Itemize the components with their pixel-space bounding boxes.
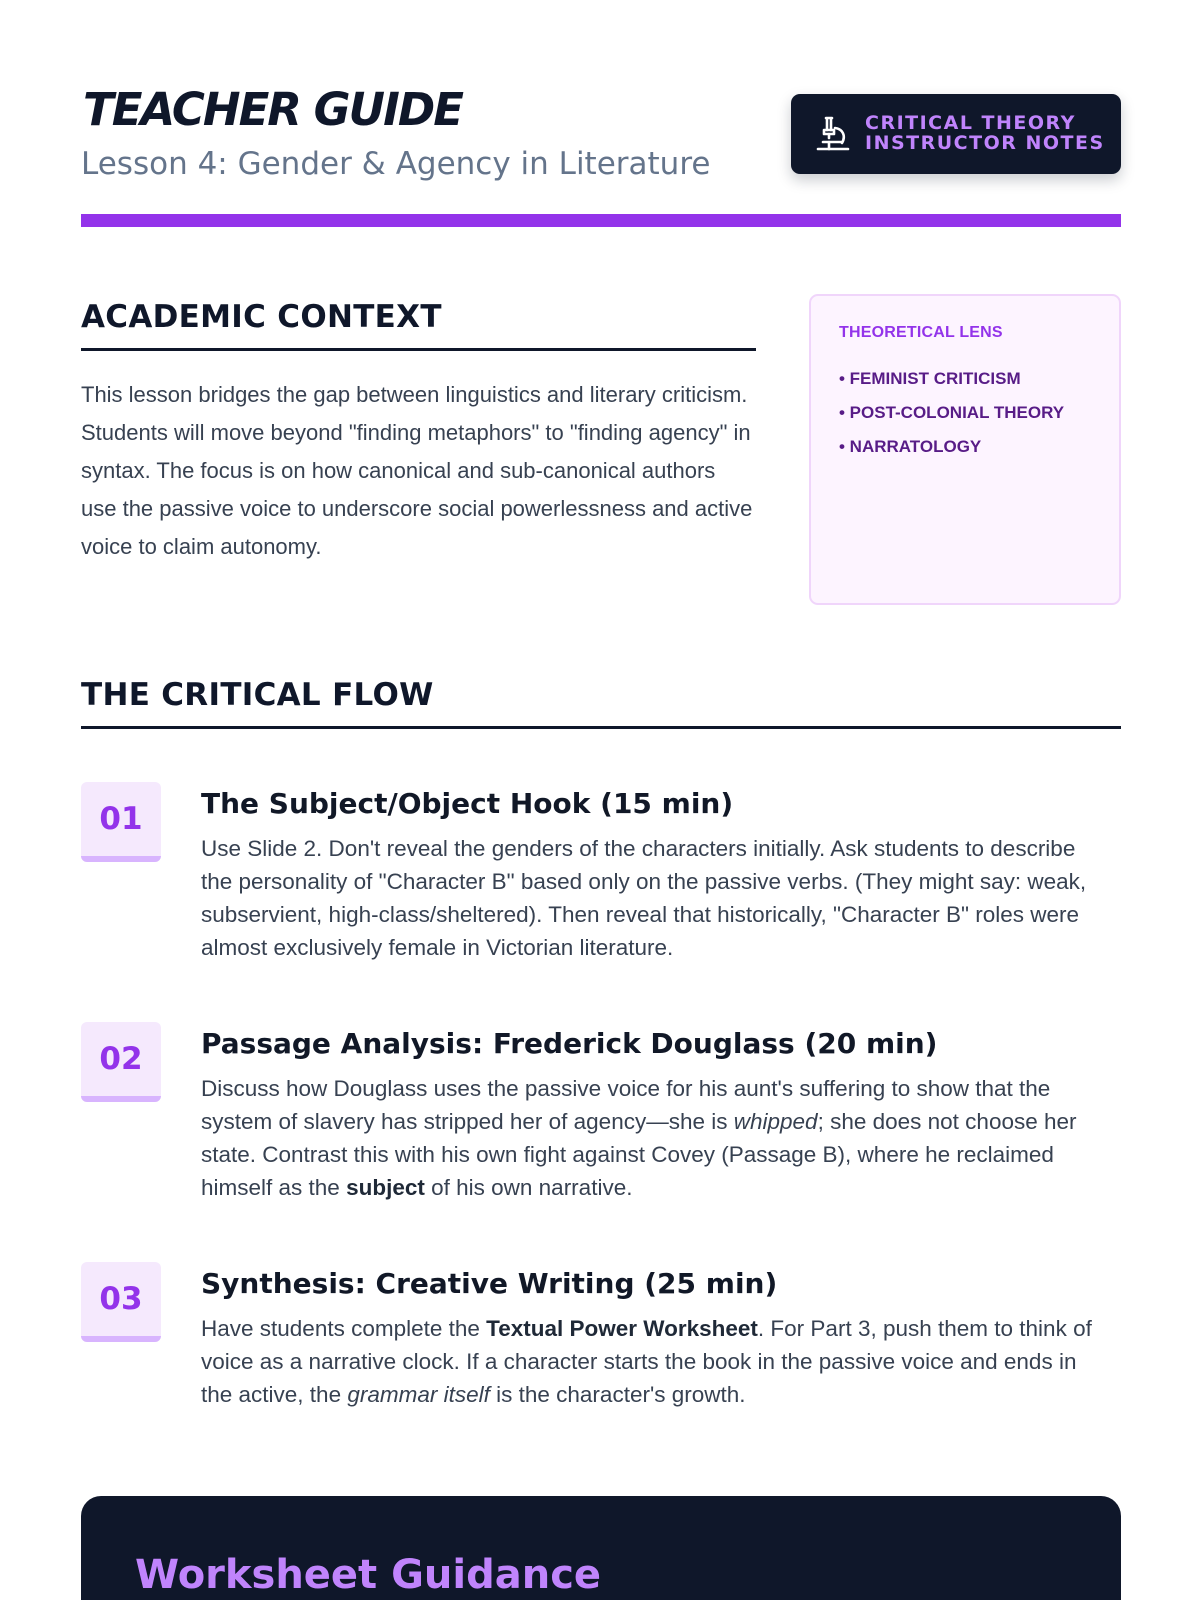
header-accent-bar (81, 214, 1121, 227)
worksheet-guidance-title: Worksheet Guidance (135, 1552, 602, 1598)
academic-context-heading: ACADEMIC CONTEXT (81, 297, 756, 351)
teacher-guide-page (81, 0, 1121, 1600)
step-body-strong: Textual Power Worksheet (486, 1316, 758, 1341)
step-title: Passage Analysis: Frederick Douglass (20 min) (201, 1027, 938, 1060)
lens-item-narratology: • NARRATOLOGY (839, 437, 982, 456)
lesson-subtitle: Lesson 4: Gender & Agency in Literature (81, 146, 711, 182)
step-number: 01 (81, 782, 161, 862)
step-body (201, 1312, 1107, 1411)
worksheet-guidance-panel (81, 1496, 1121, 1600)
badge-line-2: INSTRUCTOR NOTES (865, 132, 1105, 154)
page-title: TEACHER GUIDE (83, 83, 462, 136)
step-body (201, 1072, 1107, 1204)
step-body-text: . For Part 3, push them to think of voice as a narrative clock. If a character starts the book in the passive voice and ends in the active, the (201, 1316, 1092, 1407)
step-title: Synthesis: Creative Writing (25 min) (201, 1267, 778, 1300)
step-body-text: ; she does not choose her state. Contrast this with his own fight against Covey (Passage B), where he reclaimed himself as the (201, 1109, 1077, 1200)
step-body-text: is the character's growth. (489, 1382, 746, 1407)
step-number: 02 (81, 1022, 161, 1102)
badge-label (865, 113, 1115, 153)
step-body-emphasis: whipped (733, 1109, 818, 1134)
theoretical-lens-list (839, 362, 1064, 464)
step-body-emphasis: grammar itself (347, 1382, 490, 1407)
theoretical-lens-title: THEORETICAL LENS (839, 324, 1003, 341)
step-body-text: Discuss how Douglass uses the passive voice for his aunt's suffering to show that the system of slavery has stripped her of agency—she is (201, 1076, 1051, 1134)
critical-theory-badge (791, 94, 1121, 174)
theoretical-lens-box (809, 294, 1121, 605)
step-number: 03 (81, 1262, 161, 1342)
microscope-icon (815, 115, 851, 153)
badge-line-1: CRITICAL THEORY (865, 112, 1076, 134)
step-body-text: of his own narrative. (424, 1175, 633, 1200)
lens-item-post-colonial-theory: • POST-COLONIAL THEORY (839, 403, 1065, 422)
step-body-strong: subject (346, 1175, 425, 1200)
step-title: The Subject/Object Hook (15 min) (201, 787, 734, 820)
lens-item-feminist-criticism: • FEMINIST CRITICISM (839, 369, 1021, 388)
academic-context-body: This lesson bridges the gap between linguistics and literary criticism. Students will move beyond "finding metaphors" to "finding agency" in syntax. The focus is on how canonical and sub-canonical authors use the passive voice to underscore social powerlessness and active voice to claim autonomy. (81, 382, 753, 559)
step-body-text: Have students complete the (201, 1316, 487, 1341)
critical-flow-heading: THE CRITICAL FLOW (81, 675, 1121, 729)
step-body: Use Slide 2. Don't reveal the genders of the characters initially. Ask students to describe the personality of "Character B" based only on the passive verbs. (They might say: weak, subservient, high-class/sheltered). Then reveal that historically, "Character B" roles were almost exclusively female in Victorian literature. (201, 836, 1087, 960)
header (81, 82, 1121, 227)
